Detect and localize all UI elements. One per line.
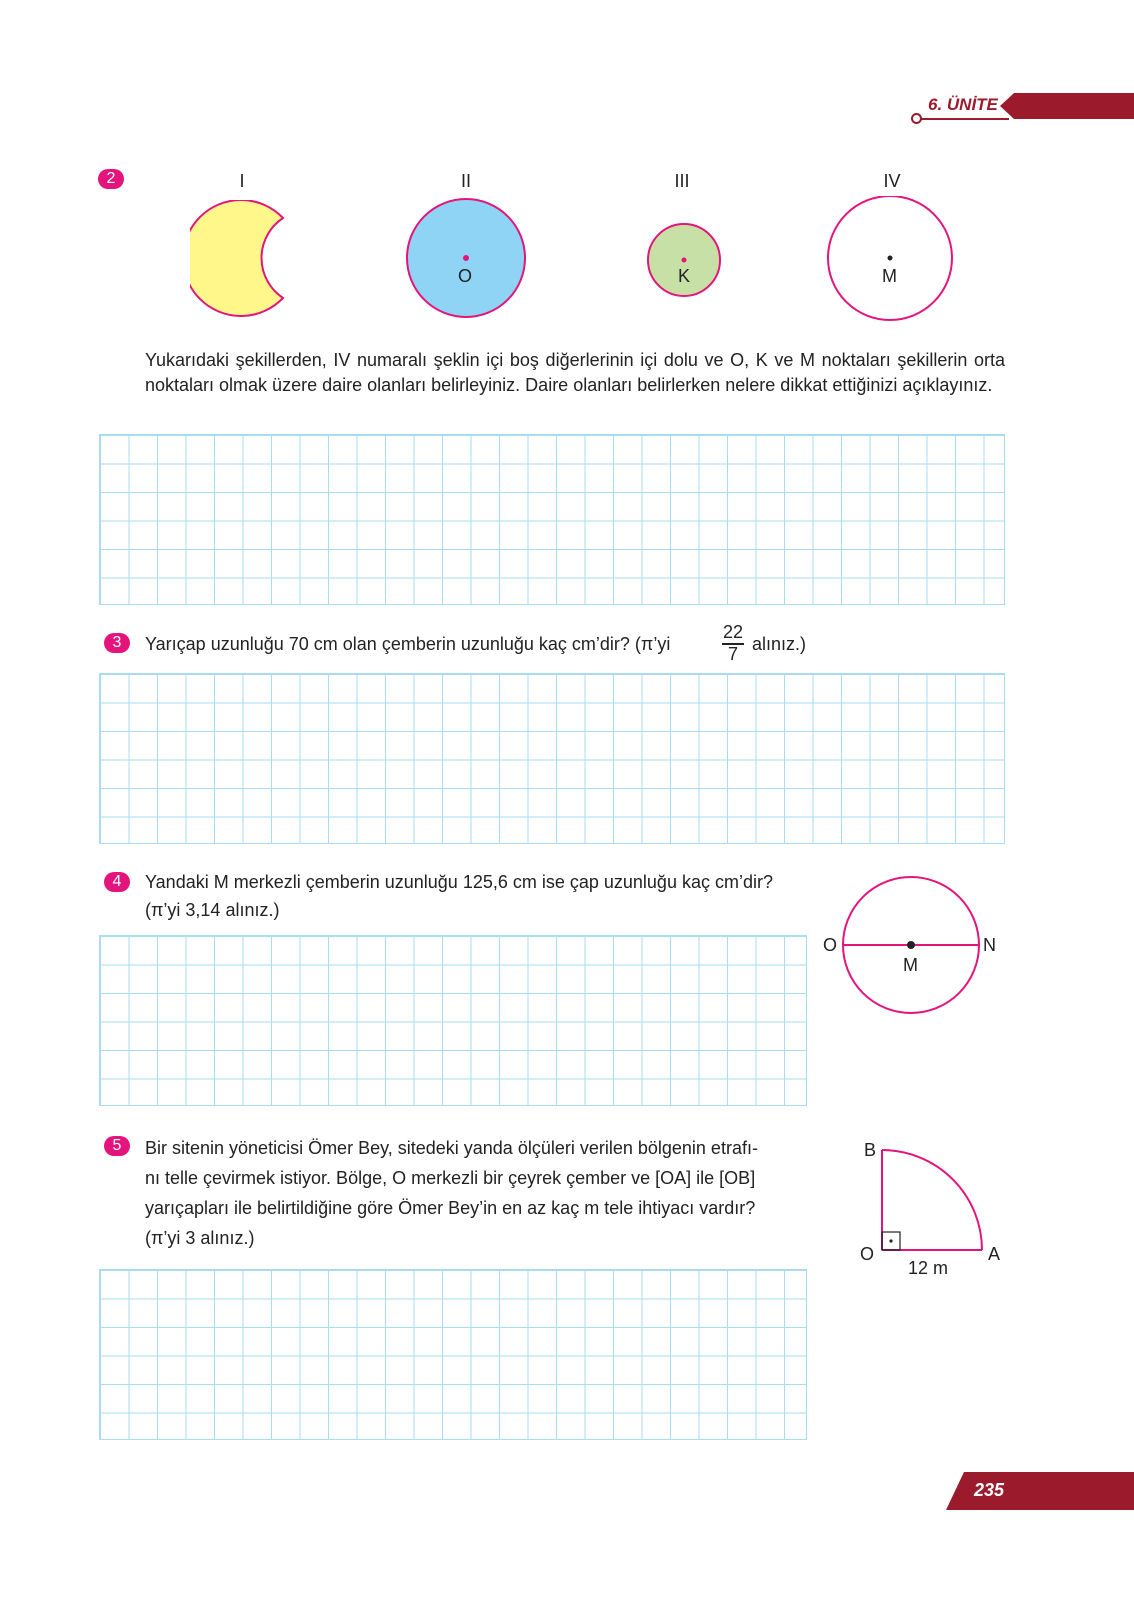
question-3-text-end: alınız.) bbox=[752, 634, 807, 654]
question-2-number: 2 bbox=[98, 169, 124, 189]
question-5-line-4: (π’yi 3 alınız.) bbox=[145, 1228, 255, 1248]
answer-grid-q3[interactable] bbox=[99, 673, 1005, 844]
quarter-label-b: B bbox=[864, 1140, 877, 1160]
fraction-denominator: 7 bbox=[727, 644, 738, 664]
figure-circle-m bbox=[826, 196, 954, 324]
figure-label-iv: IV bbox=[883, 171, 901, 191]
figure-circle-diameter bbox=[840, 873, 986, 1019]
figure-label-iii: III bbox=[674, 171, 690, 191]
question-5-line-3: yarıçapları ile belirtildiğine göre Ömer Bey’in en az kaç m tele ihtiyacı vardır? bbox=[145, 1198, 756, 1218]
figure-crescent bbox=[190, 200, 300, 320]
point-label-k: K bbox=[678, 266, 691, 286]
figure-label-i: I bbox=[239, 171, 245, 191]
question-2-text: Yukarıdaki şekillerden, IV numaralı şeklin içi boş diğerlerinin içi dolu ve O, K ve M noktaları şekillerin orta noktaları olmak üzere daire olanları belirleyiniz. Daire olanları belirlerken nelere dikkat ettiğinizi açıklayınız. bbox=[145, 350, 1005, 395]
quarter-length-label: 12 m bbox=[908, 1258, 949, 1278]
center-label-m: M bbox=[903, 955, 918, 975]
point-label-m: M bbox=[882, 266, 897, 286]
quarter-label-a: A bbox=[988, 1244, 1001, 1264]
unit-underline bbox=[919, 118, 1009, 120]
question-3-text: Yarıçap uzunluğu 70 cm olan çemberin uzunluğu kaç cm’dir? (π’yi bbox=[145, 634, 671, 654]
unit-banner bbox=[1000, 93, 1134, 119]
fraction-numerator: 22 bbox=[722, 622, 744, 642]
question-5-line-1: Bir sitenin yöneticisi Ömer Bey, sitedeki yanda ölçüleri verilen bölgenin etrafı- bbox=[145, 1138, 758, 1158]
diameter-label-n: N bbox=[983, 935, 996, 955]
question-4-line-1: Yandaki M merkezli çemberin uzunluğu 125,6 cm ise çap uzunluğu kaç cm’dir? bbox=[145, 872, 773, 892]
question-3-number: 3 bbox=[104, 633, 130, 653]
answer-grid-q4[interactable] bbox=[99, 935, 807, 1106]
quarter-label-o: O bbox=[860, 1244, 875, 1264]
unit-label: 6. ÜNİTE bbox=[928, 95, 998, 114]
page-number: 235 bbox=[974, 1480, 1005, 1500]
figure-circle-o bbox=[404, 196, 528, 320]
answer-grid-q5[interactable] bbox=[99, 1269, 807, 1440]
question-5-line-2: nı telle çevirmek istiyor. Bölge, O merkezli bir çeyrek çember ve [OA] ile [OB] bbox=[145, 1168, 756, 1188]
answer-grid-q2[interactable] bbox=[99, 434, 1005, 605]
unit-dot bbox=[911, 113, 922, 124]
figure-label-ii: II bbox=[460, 171, 471, 191]
diameter-label-o: O bbox=[823, 935, 838, 955]
question-5-number: 5 bbox=[104, 1136, 130, 1156]
question-4-number: 4 bbox=[104, 872, 130, 892]
figure-quarter-circle bbox=[870, 1140, 986, 1254]
point-label-o: O bbox=[458, 266, 473, 286]
question-4-line-2: (π’yi 3,14 alınız.) bbox=[145, 900, 280, 920]
